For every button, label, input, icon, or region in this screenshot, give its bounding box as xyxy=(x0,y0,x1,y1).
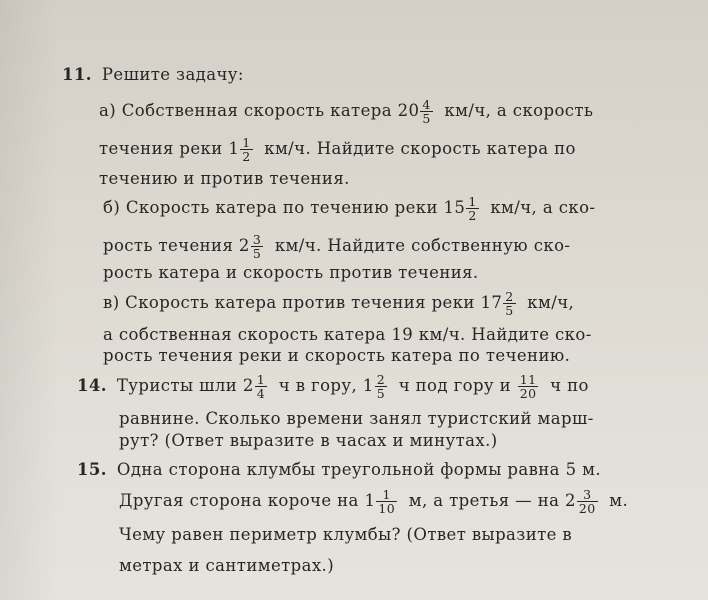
fraction: $\frac{3}{20}$ xyxy=(578,487,596,516)
problem-11b-line-3: рость катера и скорость против течения. xyxy=(103,263,479,282)
fraction: $\frac{1}{10}$ xyxy=(378,487,396,516)
fraction: $\frac{4}{5}$ xyxy=(422,97,431,126)
fraction: $\frac{1}{2}$ xyxy=(242,135,251,164)
fraction: $\frac{1}{4}$ xyxy=(256,372,266,401)
problem-14-line-3: рут? (Ответ выразите в часах и минутах.) xyxy=(119,431,498,450)
problem-15-line-2: Другая сторона короче на 1 $\frac{1}{10}$ м, а третья — на 2 $\frac{3}{20}$ м. xyxy=(119,487,629,516)
problem-15-number: 15. xyxy=(77,460,107,479)
fraction: $\frac{3}{5}$ xyxy=(252,232,262,261)
problem-15-line-1: 15. Одна сторона клумбы треугольной формы равна 5 м. xyxy=(77,460,601,479)
page-shadow xyxy=(0,0,60,600)
problem-11c-line-3: рость течения реки и скорость катера по течению. xyxy=(103,346,571,365)
fraction: $\frac{2}{5}$ xyxy=(505,289,514,318)
problem-15-line-3: Чему равен периметр клумбы? (Ответ выразите в xyxy=(119,525,573,544)
problem-11-heading xyxy=(62,64,244,86)
problem-15-line-4: метрах и сантиметрах.) xyxy=(119,556,335,575)
problem-14-line-1: 14. Туристы шли 2 $\frac{1}{4}$ ч в гору, 1 $\frac{2}{5}$ ч под гору и $\frac{11}{20}$ ч по xyxy=(77,372,589,401)
problem-11b-line-2: рость течения 2 $\frac{3}{5}$ км/ч. Найдите собственную ско- xyxy=(103,232,571,261)
problem-14-line-2: равнине. Сколько времени занял туристский марш- xyxy=(119,409,594,428)
problem-11-title: Решите задачу: xyxy=(101,65,244,84)
problem-11a-line-3: течению и против течения. xyxy=(99,169,350,188)
fraction: $\frac{11}{20}$ xyxy=(519,372,537,401)
problem-11b-line-1: б) Скорость катера по течению реки 15 $\frac{1}{2}$ км/ч, а ско- xyxy=(103,194,596,223)
problem-11c-line-2: а собственная скорость катера 19 км/ч. Найдите ско- xyxy=(103,325,592,344)
problem-11a-line-2: течения реки 1 $\frac{1}{2}$ км/ч. Найдите скорость катера по xyxy=(99,135,576,164)
fraction: $\frac{2}{5}$ xyxy=(376,372,386,401)
fraction: $\frac{1}{2}$ xyxy=(468,194,477,223)
problem-11c-line-1: в) Скорость катера против течения реки 17 $\frac{2}{5}$ км/ч, xyxy=(103,289,575,318)
problem-14-number: 14. xyxy=(77,376,107,395)
problem-11a-line-1: а) Собственная скорость катера 20 $\frac{4}{5}$ км/ч, а скорость xyxy=(99,97,594,126)
problem-11-number: 11. xyxy=(62,65,92,84)
